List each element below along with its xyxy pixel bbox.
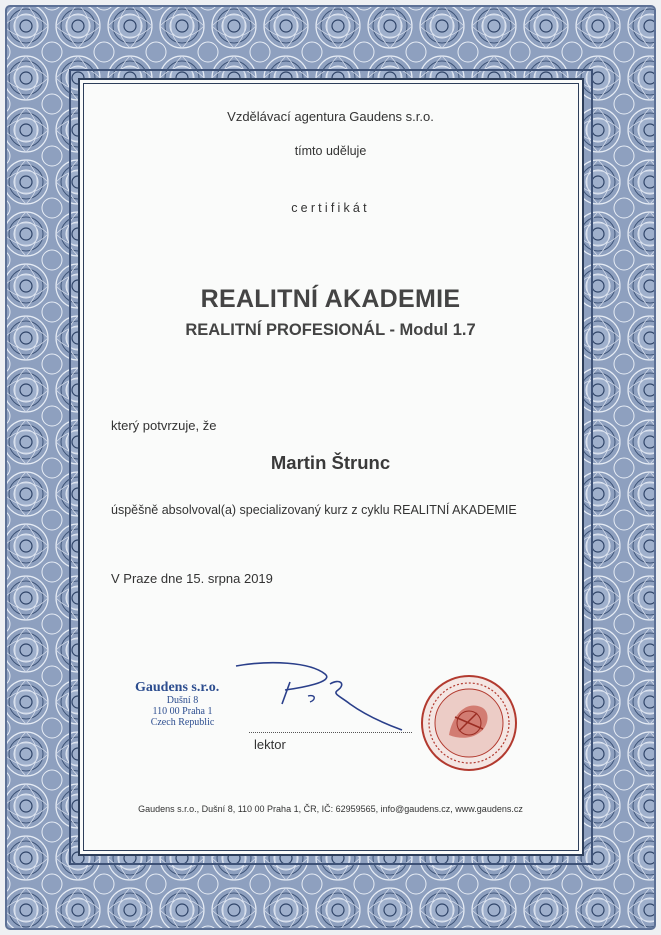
issuer-line: Vzdělávací agentura Gaudens s.r.o. <box>227 109 434 124</box>
footer-contact: Gaudens s.r.o., Dušní 8, 110 00 Praha 1, ČR, IČ: 62959565, info@gaudens.cz, www.gaudens.cz <box>138 804 523 814</box>
program-title: REALITNÍ AKADEMIE <box>200 285 461 313</box>
official-seal-icon <box>419 673 519 773</box>
confirms-text: který potvrzuje, že <box>111 418 217 433</box>
document-type: certifikát <box>291 201 370 215</box>
company-stamp-name: Gaudens s.r.o. <box>135 680 220 695</box>
module-title: REALITNÍ PROFESIONÁL - Modul 1.7 <box>185 321 476 339</box>
signature-line <box>249 732 412 733</box>
completion-text: úspěšně absolvoval(a) specializovaný kurz z cyklu REALITNÍ AKADEMIE <box>111 503 517 517</box>
lecturer-label: lektor <box>254 737 286 752</box>
company-stamp-street: Dušní 8 <box>166 695 199 706</box>
place-date: V Praze dne 15. srpna 2019 <box>111 571 273 586</box>
lecturer-signature <box>230 660 420 735</box>
recipient-name: Martin Štrunc <box>270 452 391 473</box>
company-stamp-city: 110 00 Praha 1 <box>152 706 213 717</box>
company-stamp-country: Czech Republic <box>150 717 215 728</box>
grants-line: tímto uděluje <box>294 144 367 158</box>
